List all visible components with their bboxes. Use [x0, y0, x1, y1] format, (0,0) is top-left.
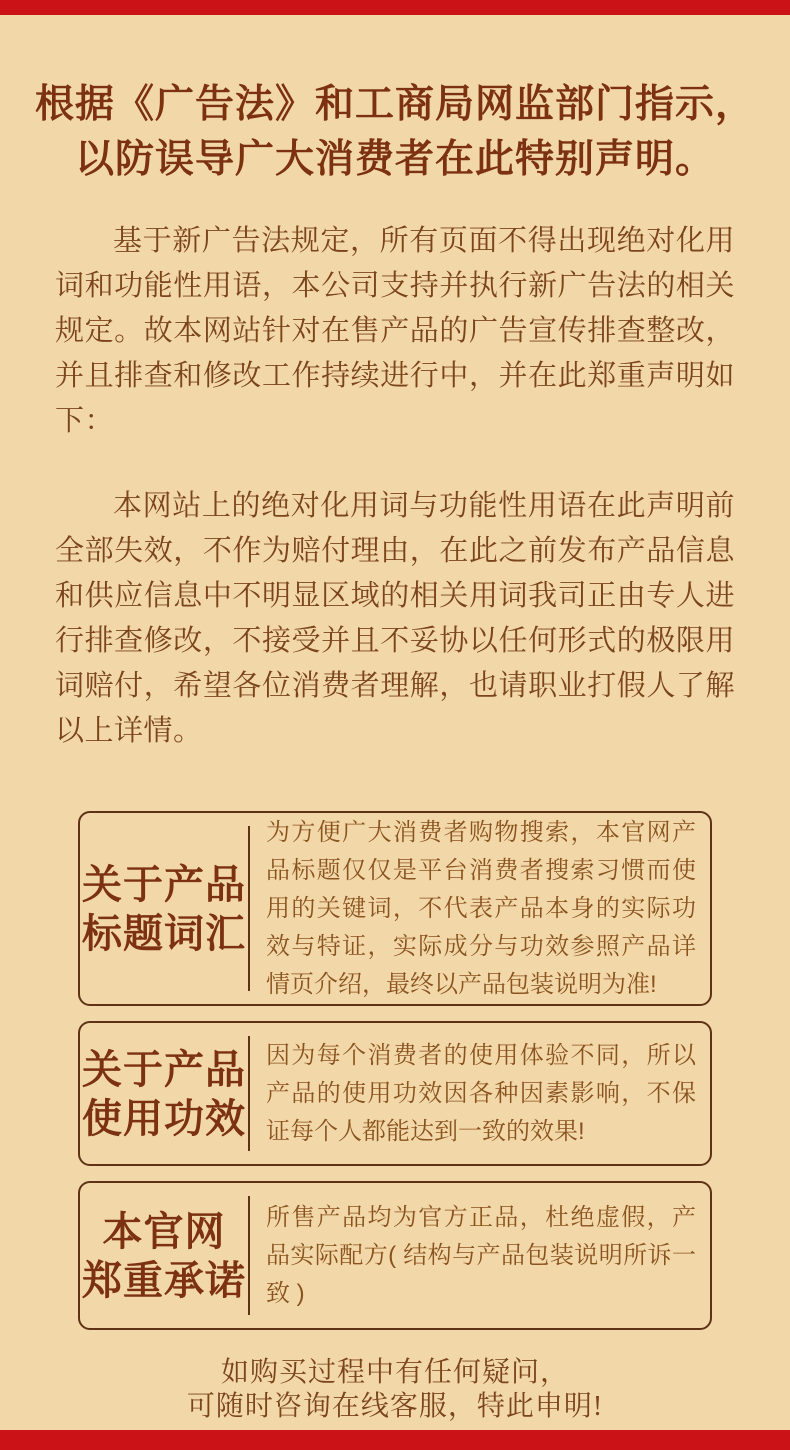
notice-box-label-line-1: 关于产品	[82, 861, 246, 907]
statement-paragraph-2: 本网站上的绝对化用词与功能性用语在此声明前全部失效，不作为赔付理由，在此之前发布产品信息和供应信息中不明显区域的相关用词我司正由专人进行排查修改，不接受并且不妥协以任何形式的极限用词赔付，希望各位消费者理解，也请职业打假人了解以上详情。	[55, 490, 735, 747]
footer-note-line-2: 可随时咨询在线客服，特此申明!	[186, 1391, 604, 1422]
notice-box-content-text: 所售产品均为官方正品，杜绝虚假，产品实际配方( 结构与产品包装说明所诉一致 )	[266, 1203, 696, 1307]
notice-box-content	[250, 1183, 710, 1328]
notice-box-label	[80, 813, 248, 1004]
notice-box-content-text: 为方便广大消费者购物搜索，本官网产品标题仅仅是平台消费者搜索习惯而使用的关键词，不代表产品本身的实际功效与特证，实际成分与功效参照产品详情页介绍，最终以产品包装说明为准!	[266, 818, 696, 998]
notice-box-usage-effect	[78, 1021, 712, 1166]
notice-box-content	[250, 1023, 710, 1164]
top-red-band	[0, 0, 790, 15]
notice-box-content	[250, 813, 710, 1004]
notice-box-title-keywords	[78, 811, 712, 1006]
notice-box-label	[80, 1023, 248, 1164]
notice-box-label-line-2: 郑重承诺	[82, 1257, 246, 1303]
footer-note-line-1: 如购买过程中有任何疑问，	[220, 1357, 569, 1388]
bottom-red-band	[0, 1430, 790, 1450]
notice-box-label-line-1: 本官网	[102, 1208, 226, 1254]
footer-note	[0, 1356, 790, 1424]
notice-box-label	[80, 1183, 248, 1328]
statement-paragraph-1: 基于新广告法规定，所有页面不得出现绝对化用词和功能性用语，本公司支持并执行新广告法的相关规定。故本网站针对在售产品的广告宣传排查整改，并且排查和修改工作持续进行中，并在此郑重声明如下：	[55, 225, 735, 437]
notice-box-content-text: 因为每个消费者的使用体验不同，所以产品的使用功效因各种因素影响，不保证每个人都能达到一致的效果!	[266, 1041, 696, 1145]
notice-box-list	[78, 811, 712, 1330]
notice-box-official-promise	[78, 1181, 712, 1330]
page-title-line-1: 根据《广告法》和工商局网监部门指示，	[34, 83, 755, 126]
notice-box-label-line-2: 使用功效	[82, 1095, 246, 1141]
notice-box-label-line-1: 关于产品	[82, 1046, 246, 1092]
page-title	[0, 77, 790, 187]
page-title-line-2: 以防误导广大消费者在此特别声明。	[74, 138, 715, 181]
notice-box-label-line-2: 标题词汇	[82, 910, 246, 956]
